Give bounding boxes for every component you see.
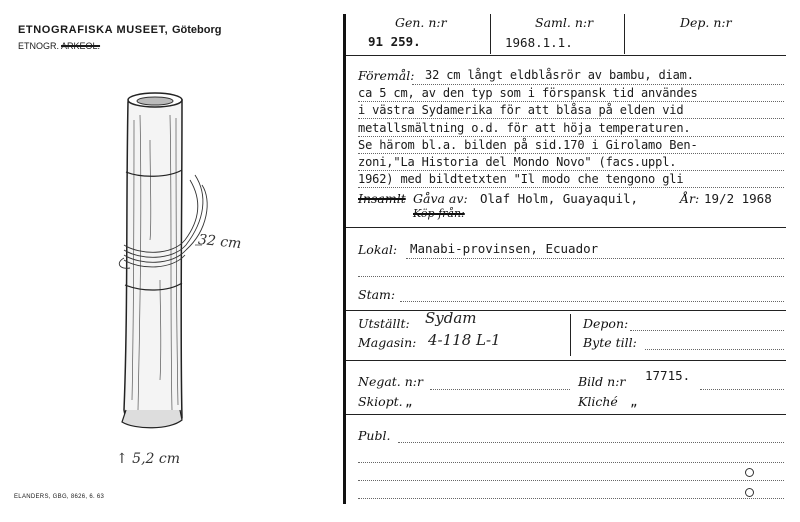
photo-bottom-rule — [346, 414, 786, 415]
diameter-note: ↑ 5,2 cm — [116, 451, 181, 467]
publ-label: Publ. — [358, 428, 391, 443]
insamlt-struck: Insamlt — [358, 191, 406, 206]
publ-rule-1 — [398, 442, 784, 443]
negat-label: Negat. n:r — [358, 374, 423, 389]
foremal-label: Föremål: — [358, 68, 415, 83]
negat-rule — [430, 389, 570, 390]
acquisition-rule — [346, 227, 786, 228]
gen-nr-value: 91 259. — [368, 34, 421, 49]
foremal-rule-4 — [358, 136, 784, 137]
foremal-rule-2 — [358, 101, 784, 102]
utstallt-label: Utställt: — [358, 316, 410, 331]
divider-gen-saml — [490, 14, 491, 54]
stam-rule — [400, 301, 784, 302]
foremal-line-1: 32 cm långt eldblåsrör av bambu, diam. — [425, 68, 694, 82]
skiopt-label: Skiopt. — [358, 394, 403, 409]
museum-name — [18, 24, 221, 36]
storage-divider — [570, 314, 571, 356]
foremal-line-7: 1962) med bildtetxten "Il modo che tengono gli — [358, 172, 684, 186]
saml-nr-value: 1968.1.1. — [505, 35, 573, 50]
foremal-line-6: zoni,"La Historia del Mondo Novo" (facs.uppl. — [358, 155, 677, 169]
foremal-rule-1 — [412, 84, 784, 85]
publ-rule-2 — [358, 462, 784, 463]
magasin-label: Magasin: — [358, 335, 417, 350]
dep-nr-label: Dep. n:r — [680, 15, 732, 30]
foremal-line-5: Se härom bl.a. bilden på sid.170 i Girolamo Ben- — [358, 138, 698, 152]
bild-value: 17715. — [645, 368, 691, 383]
magasin-value: 4-118 L-1 — [428, 331, 501, 349]
divider-saml-dep — [624, 14, 625, 54]
top-row-rule — [346, 55, 786, 56]
publ-rule-4 — [358, 498, 784, 499]
form-left-border — [343, 14, 346, 504]
foremal-rule-3 — [358, 118, 784, 119]
punch-hole-1 — [745, 468, 754, 477]
ar-label: År: — [680, 191, 700, 206]
lokal-value: Manabi-provinsen, Ecuador — [410, 241, 599, 256]
foremal-rule-5 — [358, 153, 784, 154]
byte-rule — [645, 349, 784, 350]
depon-label: Depon: — [583, 316, 629, 331]
bild-label: Bild n:r — [578, 374, 626, 389]
gava-value: Olaf Holm, Guayaquil, — [480, 191, 639, 206]
punch-hole-2 — [745, 488, 754, 497]
skiopt-value: „ — [405, 394, 413, 409]
gen-nr-label: Gen. n:r — [395, 15, 447, 30]
bild-rule — [700, 389, 784, 390]
foremal-rule-6 — [358, 170, 784, 171]
depon-rule — [630, 330, 784, 331]
publ-rule-3 — [358, 480, 784, 481]
printer-imprint: ELANDERS, GBG, 8626, 6. 63 — [14, 494, 105, 500]
museum-city: Göteborg — [171, 24, 222, 36]
lokal-rule-1 — [406, 258, 784, 259]
museum-title: ETNOGRAFISKA MUSEET, — [18, 24, 169, 36]
lokal-rule-2 — [358, 276, 784, 277]
department-line — [18, 41, 100, 51]
utstallt-value: Sydam — [425, 309, 477, 327]
length-note: 32 cm — [197, 231, 243, 253]
kliche-label: Kliché — [578, 394, 618, 409]
storage-bottom-rule — [346, 360, 786, 361]
ar-value: 19/2 1968 — [704, 191, 772, 206]
foremal-rule-7 — [358, 187, 784, 188]
bamboo-tube-drawing — [90, 80, 290, 480]
stam-bottom-rule — [346, 310, 786, 311]
gava-label: Gåva av: — [413, 191, 468, 206]
stam-label: Stam: — [358, 287, 396, 302]
kop-struck: Köp från: — [413, 207, 465, 220]
lokal-label: Lokal: — [358, 242, 398, 257]
byte-till-label: Byte till: — [583, 335, 637, 350]
saml-nr-label: Saml. n:r — [535, 15, 594, 30]
foremal-line-3: i västra Sydamerika för att blåsa på elden vid — [358, 103, 684, 117]
kliche-value: „ — [630, 394, 638, 409]
department-arkeol-struck: ARKEOL. — [61, 41, 101, 51]
department-etnogr: ETNOGR. — [18, 41, 60, 51]
foremal-line-4: metallsmältning o.d. för att höja temperaturen. — [358, 121, 691, 135]
foremal-line-2: ca 5 cm, av den typ som i förspansk tid användes — [358, 86, 698, 100]
